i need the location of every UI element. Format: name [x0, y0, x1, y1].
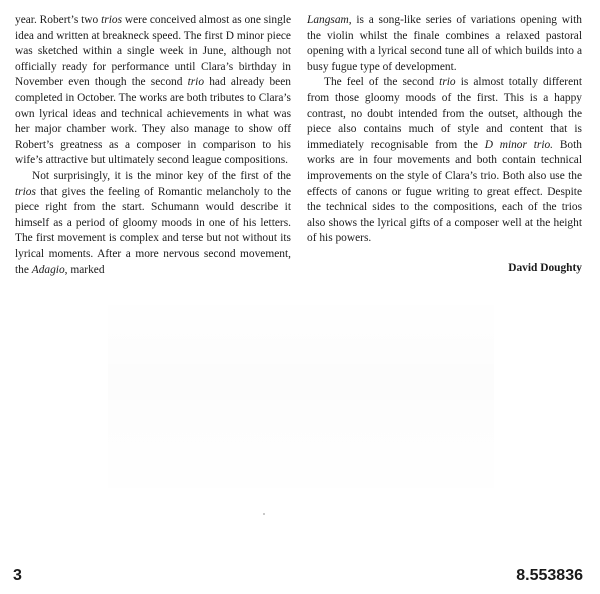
page-number: 3 [13, 567, 22, 584]
catalogue-number: 8.553836 [516, 567, 583, 584]
faint-background-marks [108, 290, 494, 510]
italic-run: trios [101, 14, 122, 26]
italic-run: trios [15, 185, 36, 198]
right-paragraph-2: The feel of the second trio is almost totally different from those gloomy moods of the first. This is a happy contrast, no doubt intended from the outset, although the piece also contains much of style and content that is immediately recognisable from the D minor trio. Both works are in four movements and both contain technical improvements on the style of Clara’s trio. Both also use the effects of canons or fugue writing to great effect. Despite the technical sides to the compositions, each of the trios also shows the lyrical gifts of a composer well at the height of his powers. [307, 76, 582, 245]
left-paragraph-2: Not surprisingly, it is the minor key of the first of the trios that gives the feeling of Romantic melancholy to the piece right from the start. Schumann would describe it himself as a period of gloomy moods in one of his letters. The first movement is complex and terse but not without its lyrical moments. After a more nervous second movement, the Adagio, marked [15, 169, 291, 276]
author-signature: David Doughty [508, 261, 582, 274]
italic-run: Langsam [307, 14, 349, 26]
italic-run: trio [187, 76, 205, 89]
right-text-column [307, 13, 582, 277]
left-text-column [15, 13, 291, 278]
print-speck [263, 513, 265, 515]
italic-run: D minor trio. [484, 138, 554, 151]
right-paragraph-1: Langsam, is a song-like series of variations opening with the violin whilst the finale combines a relaxed pastoral opening with a lyrical second tune all of which builds into a busy fugue type of development. [307, 14, 582, 73]
italic-run: trio [439, 76, 456, 89]
left-paragraph-1: year. Robert’s two trios were conceived almost as one single idea and written at breakneck speed. The first D minor piece was sketched within a single week in June, although not officially ready for performance until Clara’s birthday in November even though the second trio had already been completed in October. The works are both tributes to Clara’s own lyrical ideas and technical achievements in what was her major chamber work. They also manage to show off Robert’s greatness as a composer in comparison to his wife’s attractive but ultimately second league compositions. [15, 14, 292, 167]
italic-run: Adagio [31, 263, 65, 276]
